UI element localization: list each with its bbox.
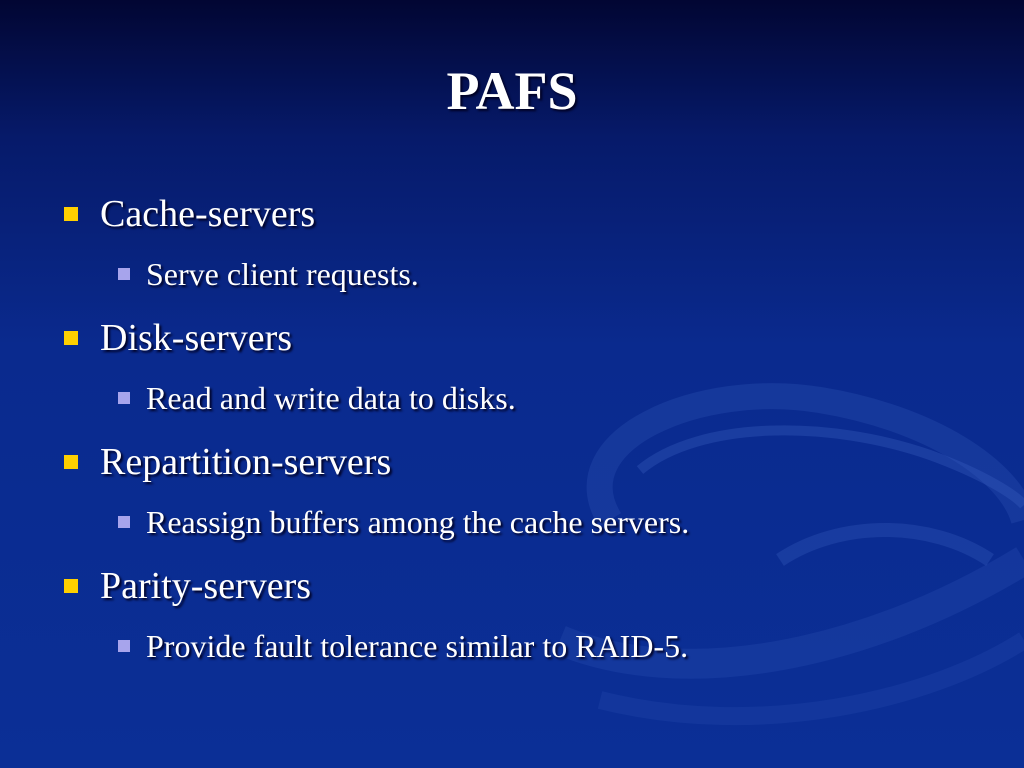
bullet-item-repartition-servers — [62, 436, 1002, 488]
slide-title: PAFS — [446, 61, 578, 121]
sub-bullet-item — [62, 252, 1002, 296]
bullet-list — [62, 188, 1002, 684]
sub-bullet-item — [62, 624, 1002, 668]
sub-bullet-item — [62, 500, 1002, 544]
bullet-label: Repartition-servers — [100, 441, 392, 483]
square-bullet-icon — [64, 579, 78, 593]
square-bullet-icon — [118, 268, 130, 280]
sub-bullet-label: Provide fault tolerance similar to RAID-5. — [146, 628, 689, 664]
square-bullet-icon — [64, 207, 78, 221]
square-bullet-icon — [64, 331, 78, 345]
bullet-item-cache-servers — [62, 188, 1002, 240]
bullet-label: Disk-servers — [100, 317, 293, 359]
bullet-label: Cache-servers — [100, 193, 316, 235]
sub-bullet-label: Read and write data to disks. — [146, 380, 516, 416]
square-bullet-icon — [64, 455, 78, 469]
bullet-item-disk-servers — [62, 312, 1002, 364]
bullet-item-parity-servers — [62, 560, 1002, 612]
square-bullet-icon — [118, 516, 130, 528]
square-bullet-icon — [118, 392, 130, 404]
sub-bullet-label: Reassign buffers among the cache servers. — [146, 504, 690, 540]
sub-bullet-item — [62, 376, 1002, 420]
square-bullet-icon — [118, 640, 130, 652]
sub-bullet-label: Serve client requests. — [146, 256, 419, 292]
bullet-label: Parity-servers — [100, 565, 312, 607]
